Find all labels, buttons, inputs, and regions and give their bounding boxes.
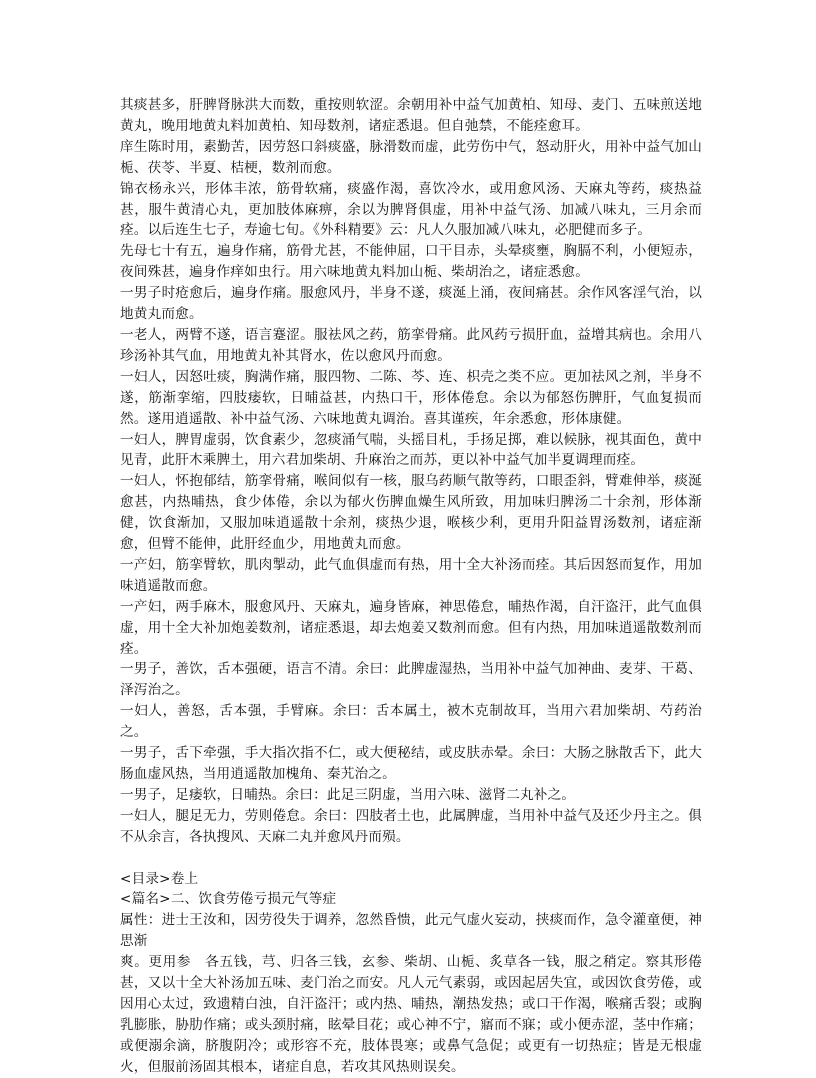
paragraph: 先母七十有五，遍身作痛，筋骨尤甚，不能伸屈，口干目赤，头晕痰壅，胸膈不利，小便短赤，夜间殊甚，遍身作痒如虫行。用六味地黄丸料加山栀、柴胡治之，诸症悉愈。 bbox=[120, 243, 702, 281]
paragraph: 属性：进士王汝和，因劳役失于调养，忽然昏愦，此元气虚火妄动，挟痰而作，急令灌童便，神思渐 bbox=[120, 912, 702, 950]
paragraph: 锦衣杨永兴，形体丰浓，筋骨软痛，痰盛作渴，喜饮冷水，或用愈风汤、天麻丸等药，痰热益甚，服牛黄清心丸，更加肢体麻痹，余以为脾肾俱虚，用补中益气汤、加减八味丸，三月余而痊。以后连生七子，寿逾七旬。《外科精要》云：凡人久服加减八味丸，必肥健而多子。 bbox=[120, 180, 702, 239]
paragraph: 一产妇，筋挛臂软，肌肉掣动，此气血俱虚而有热，用十全大补汤而痊。其后因怒而复作，用加味逍遥散而愈。 bbox=[120, 556, 702, 594]
toc-label: <目录>卷上 bbox=[120, 870, 199, 887]
paragraph: 一妇人，脾胃虚弱，饮食素少，忽痰涌气喘，头摇目札，手扬足掷，难以候脉，视其面色，黄中见青，此肝木乘脾土，用六君加柴胡、升麻治之而苏，更以补中益气加半夏调理而痊。 bbox=[120, 431, 702, 469]
paragraph: 一妇人，因怒吐痰，胸满作痛，服四物、二陈、芩、连、枳壳之类不应。更加祛风之剂，半身不遂，筋渐挛缩，四肢痿软，日晡益甚，内热口干，形体倦怠。余以为郁怒伤脾肝，气血复损而然。遂用逍遥散、补中益气汤、六味地黄丸调治。喜其谨疾，年余悉愈，形体康健。 bbox=[120, 368, 702, 427]
chapter-title: <篇名>二、饮食劳倦亏损元气等症 bbox=[120, 891, 337, 908]
paragraph: 一男子，舌下牵强，手大指次指不仁，或大便秘结，或皮肤赤晕。余曰：大肠之脉散舌下，此大肠血虚风热，当用逍遥散加槐角、秦艽治之。 bbox=[120, 745, 702, 782]
paragraph: 一男子，足痿软，日晡热。余曰：此足三阴虚，当用六味、滋肾二丸补之。 bbox=[120, 786, 576, 803]
paragraph: 一妇人，腿足无力，劳则倦怠。余曰：四肢者土也，此属脾虚，当用补中益气及还少丹主之。俱不从余言，各执搜风、天麻二丸并愈风丹而殒。 bbox=[120, 807, 702, 845]
paragraph: 一妇人，善怒，舌本强，手臂麻。余曰：舌本属土，被木克制故耳，当用六君加柴胡、芍药治之。 bbox=[120, 703, 702, 741]
paragraph: 其痰甚多，肝脾肾脉洪大而数，重按则软涩。余朝用补中益气加黄柏、知母、麦门、五味煎送地黄丸，晚用地黄丸料加黄柏、知母数剂，诸症悉退。但自弛禁，不能痊愈耳。 bbox=[120, 97, 702, 134]
paragraph: 一男子，善饮，舌本强硬，语言不清。余曰：此脾虚湿热，当用补中益气加神曲、麦芽、干葛、泽泻治之。 bbox=[120, 661, 702, 699]
document-page bbox=[120, 95, 702, 1078]
paragraph: 一老人，两臂不遂，语言蹇涩。服祛风之药，筋挛骨痛。此风药亏损肝血，益增其病也。余用八珍汤补其气血，用地黄丸补其肾水，佐以愈风丹而愈。 bbox=[120, 326, 702, 364]
section-gap bbox=[120, 848, 702, 869]
paragraph: 庠生陈时用，素勤苦，因劳怒口斜痰盛，脉滑数而虚，此劳伤中气，怒动肝火，用补中益气加山栀、茯苓、半夏、桔梗，数剂而愈。 bbox=[120, 138, 702, 176]
paragraph: 一妇人，怀抱郁结，筋挛骨痛，喉间似有一核，服乌药顺气散等药，口眼歪斜，臂难伸举，痰涎愈甚，内热晡热，食少体倦，余以为郁火伤脾血燥生风所致，用加味归脾汤二十余剂，形体渐健，饮食渐加，又服加味逍遥散十余剂，痰热少退，喉核少利，更用升阳益胃汤数剂，诸症渐愈，但臂不能伸，此肝经血少，用地黄丸而愈。 bbox=[120, 473, 702, 553]
paragraph: 爽。更用参 各五钱，芎、归各三钱，玄参、柴胡、山栀、炙草各一钱，服之稍定。察其形倦甚，又以十全大补汤加五味、麦门治之而安。凡人元气素弱，或因起居失宜，或因饮食劳倦，或因用心太过，致遗精白浊，自汗盗汗；或内热、晡热，潮热发热；或口干作渴，喉痛舌裂；或胸乳膨胀，胁肋作痛；或头颈肘痛，眩晕目花；或心神不宁，寤而不寐；或小便赤涩，茎中作痛；或便溺余滴，脐腹阴冷；或形容不充，肢体畏寒；或鼻气急促；或更有一切热症；皆是无根虚火，但服前汤固其根本，诸症自息，若攻其风热则误矣。 bbox=[120, 954, 702, 1075]
paragraph: 一产妇，两手麻木，服愈风丹、天麻丸，遍身皆麻，神思倦怠，晡热作渴，自汗盗汗，此气血俱虚，用十全大补加炮姜数剂，诸症悉退，却去炮姜又数剂而愈。但有内热，用加味逍遥散数剂而痊。 bbox=[120, 598, 702, 657]
paragraph: 一男子时疮愈后，遍身作痛。服愈风丹，半身不遂，痰涎上涌，夜间痛甚。余作风客淫气治，以地黄丸而愈。 bbox=[120, 285, 702, 323]
